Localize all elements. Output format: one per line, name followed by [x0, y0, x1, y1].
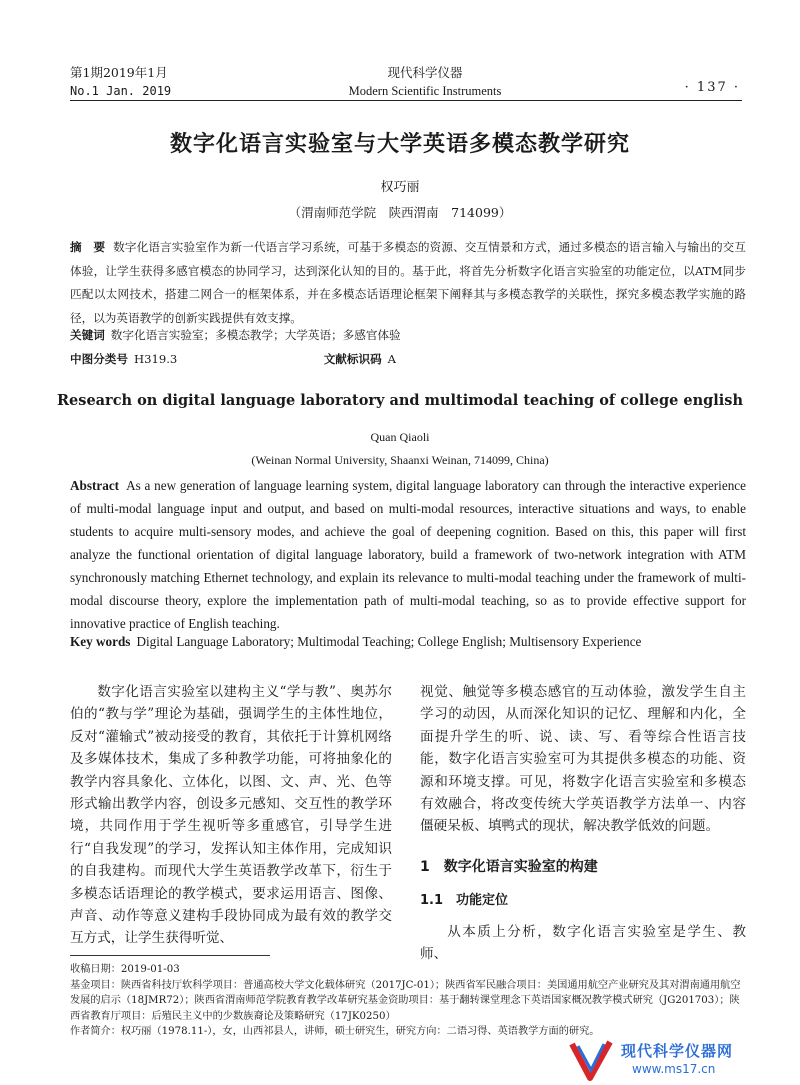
abstract-en-label: Abstract	[70, 478, 120, 493]
body-column-left	[70, 681, 392, 950]
author-en: Quan Qiaoli	[370, 430, 430, 444]
body-paragraph: 从本质上分析，数字化语言实验室是学生、教师、	[420, 923, 746, 963]
abstract-cn-text: 数字化语言实验室作为新一代语言学习系统，可基于多模态的资源、交互情景和方式，通过多模态的语言输入与输出的交互体验，让学生获得多感官模态的协同学习，达到深化认知的目的。基于此，将首先分析数字化语言实验室的功能定位，以ATM同步匹配以太网技术，搭建二网合一的框架体系，并在多模态话语理论框架下阐释其与多模态教学的关联性，探究多模态教学实施的路径，以为英语教学的创新实践提供有效支撑。	[70, 240, 746, 325]
issue-cn: 第1期2019年1月	[70, 65, 168, 80]
journal-en: Modern Scientific Instruments	[348, 84, 502, 98]
keywords-en-label: Key words	[70, 634, 131, 649]
doc-code-value: A	[387, 352, 397, 366]
classification-row	[70, 348, 746, 370]
abstract-cn-label: 摘 要	[70, 240, 106, 254]
watermark-name: 现代科学仪器网	[621, 1042, 734, 1060]
footnotes	[70, 962, 746, 1040]
watermark	[566, 1034, 776, 1084]
body-paragraph: 数字化语言实验室以建构主义“学与教”、奥苏尔伯的“教与学”理论为基础，强调学生的主体性地位，反对“灌输式”被动接受的教育，其依托于计算机网络及多媒体技术，集成了多种教学功能，可将抽象化的教学内容具象化、立体化，以图、文、声、光、色等形式输出教学内容，创设多元感知、交互性的教学环境，共同作用于学生视听等多重感官，引导学生进行“自我发现”的学习，发挥认知主体作用，完成知识的自我建构。而现代大学生英语教学改革下，衍生于多模态话语理论的教学模式，要求运用语言、图像、声音、动作等意义建构手段协同成为最有效的教学交互方式，让学生获得听觉、	[70, 684, 392, 947]
footnote-fund: 基金项目：陕西省科技厅软科学项目：普通高校大学文化载体研究（2017JC-01）；陕西省军民融合项目：美国通用航空产业研究及其对渭南通用航空发展的启示（18JMR72）；陕西省渭南师范学院教育教学改革研究基金资助项目：基于翻转课堂理念下英语国家概况教学模式研究（JG201703）；陕西省教育厅项目：后殖民主义中的少数族裔论及策略研究（17JK0250）	[70, 979, 741, 1022]
footnote-received: 收稿日期：2019-01-03	[70, 964, 180, 975]
journal-cn: 现代科学仪器	[387, 65, 463, 80]
clc-label: 中图分类号	[70, 352, 128, 366]
keywords-en-text: Digital Language Laboratory; Multimodal Teaching; College English; Multisensory Experience	[136, 634, 642, 649]
article-title-en: Research on digital language laboratory and multimodal teaching of college english	[57, 392, 743, 409]
keywords-cn-text: 数字化语言实验室；多模态教学；大学英语；多感官体验	[110, 328, 401, 342]
doc-code-label: 文献标识码	[323, 352, 382, 366]
footnote-author-bio: 作者简介：权巧丽（1978.11-），女，山西祁县人，讲师，硕士研究生，研究方向：二语习得、英语教学方面的研究。	[70, 1026, 600, 1038]
body-paragraph: 视觉、触觉等多模态感官的互动体验，激发学生自主学习的动因，从而深化知识的记忆、理解和内化，全面提升学生的听、说、读、写、看等综合性语言技能，数字化语言实验室可为其提供多模态的功能、资源和环境支撑。可见，将数字化语言实验室和多模态有效融合，将改变传统大学英语教学方法单一、内容僵硬呆板、填鸭式的现状，解决教学低效的问题。	[420, 684, 746, 835]
keywords-en	[70, 630, 746, 653]
running-header-center	[300, 64, 550, 100]
article-title-cn: 数字化语言实验室与大学英语多模态教学研究	[169, 131, 630, 157]
abstract-en	[70, 474, 746, 635]
keywords-cn-label: 关键词	[70, 328, 105, 342]
body-column-right	[420, 681, 746, 965]
footnote-rule	[70, 955, 270, 956]
abstract-en-text: As a new generation of language learning system, digital language laboratory can through the interactive experience of multi-modal language input and output, and based on multi-modal resources, interactive situations and ways, to enable students to acquire multi-sensory modes, and achieve the goal of deepening cognition. Based on this, this paper will first analyze the functional orientation of digital language laboratory, build a framework of two-network integration with ATM synchronously matching Ethernet technology, and explain its relevance to multi-modal teaching under the framework of multi-modal discourse theory, explore the implementation path of multi-modal teaching, so as to provide effective support for innovative practice of English teaching.	[70, 478, 746, 631]
issue-en: No.1 Jan. 2019	[70, 84, 172, 98]
author-cn: 权巧丽	[380, 180, 420, 195]
running-header-left	[70, 64, 171, 100]
affiliation-en: (Weinan Normal University, Shaanxi Weinan, 714099, China)	[251, 453, 549, 467]
page-number: · 137 ·	[684, 80, 740, 95]
keywords-cn	[70, 324, 746, 346]
abstract-cn	[70, 236, 746, 330]
section-heading-1: 1 数字化语言实验室的构建	[420, 858, 598, 875]
section-heading-1-1: 1.1 功能定位	[420, 893, 509, 909]
affiliation-cn: （渭南师范学院 陕西渭南 714099）	[288, 205, 512, 220]
clc-value: H319.3	[133, 352, 178, 366]
watermark-logo-icon	[566, 1034, 616, 1084]
watermark-url: www.ms17.cn	[632, 1062, 716, 1076]
header-rule	[70, 100, 742, 101]
